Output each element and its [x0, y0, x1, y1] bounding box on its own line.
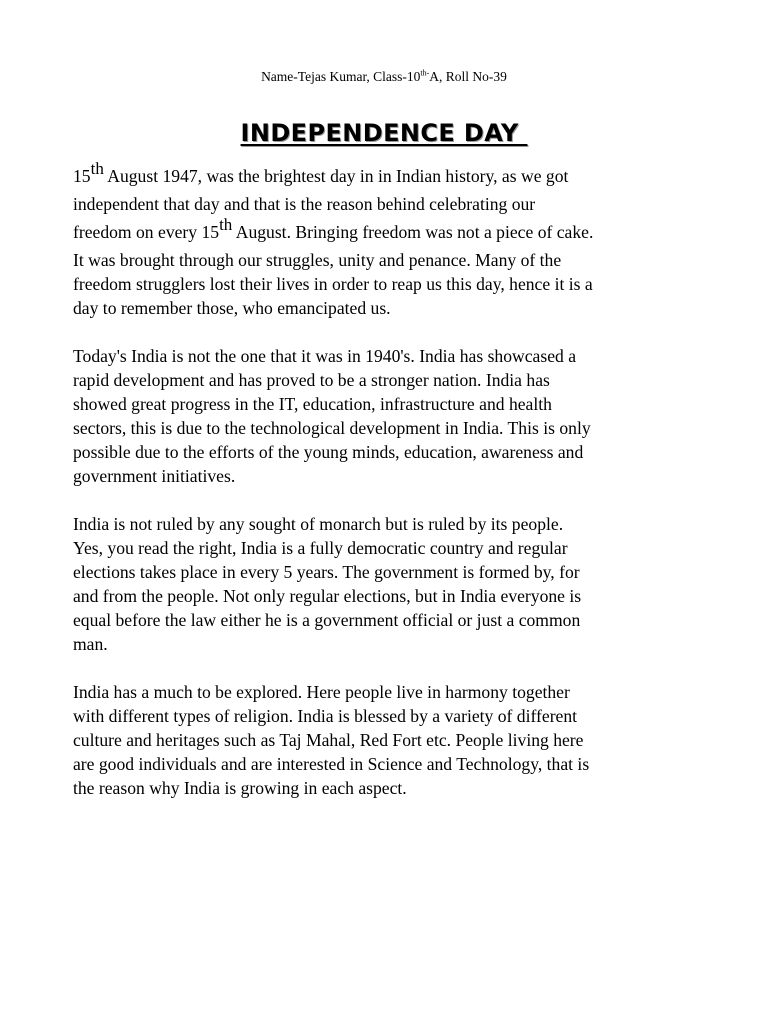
- student-info-header: [0, 68, 768, 86]
- header-superscript: th-: [420, 68, 430, 78]
- paragraph-line: rapid development and has proved to be a stronger nation. India has: [73, 370, 550, 390]
- paragraph-4: [73, 680, 703, 800]
- header-roll: A, Roll No-39: [429, 69, 507, 84]
- paragraph-line: culture and heritages such as Taj Mahal, Red Fort etc. People living here: [73, 730, 584, 750]
- paragraph-line: showed great progress in the IT, education, infrastructure and health: [73, 394, 552, 414]
- paragraph-2: [73, 344, 703, 488]
- header-name-class: Name-Tejas Kumar, Class-10: [261, 69, 421, 84]
- document-title: INDEPENDENCE DAY: [240, 119, 528, 147]
- paragraph-line: the reason why India is growing in each aspect.: [73, 778, 407, 798]
- paragraph-line: 15th August 1947, was the brightest day in in Indian history, as we got: [73, 159, 569, 186]
- superscript-th: th: [90, 159, 104, 178]
- paragraph-line: elections takes place in every 5 years. The government is formed by, for: [73, 562, 580, 582]
- paragraph-line: Today's India is not the one that it was in 1940's. India has showcased a: [73, 346, 577, 366]
- paragraph-line: man.: [73, 634, 108, 654]
- paragraph-line: government initiatives.: [73, 466, 236, 486]
- paragraph-line: Yes, you read the right, India is a fully democratic country and regular: [73, 538, 568, 558]
- paragraph-line: possible due to the efforts of the young minds, education, awareness and: [73, 442, 584, 462]
- superscript-th: th: [219, 215, 233, 234]
- paragraph-line: equal before the law either he is a government official or just a common: [73, 610, 581, 630]
- paragraph-line: sectors, this is due to the technological development in India. This is only: [73, 418, 591, 438]
- paragraph-line: India has a much to be explored. Here people live in harmony together: [73, 682, 570, 702]
- paragraph-line: freedom strugglers lost their lives in order to reap us this day, hence it is a: [73, 274, 593, 294]
- paragraph-line: and from the people. Not only regular elections, but in India everyone is: [73, 586, 582, 606]
- paragraph-line: independent that day and that is the reason behind celebrating our: [73, 194, 536, 214]
- essay-body: [73, 160, 703, 824]
- paragraph-line: with different types of religion. India is blessed by a variety of different: [73, 706, 578, 726]
- paragraph-line: India is not ruled by any sought of monarch but is ruled by its people.: [73, 514, 564, 534]
- paragraph-line: are good individuals and are interested in Science and Technology, that is: [73, 754, 590, 774]
- paragraph-line: freedom on every 15th August. Bringing freedom was not a piece of cake.: [73, 215, 594, 242]
- paragraph-3: [73, 512, 703, 656]
- paragraph-1: [73, 160, 703, 320]
- paragraph-line: It was brought through our struggles, unity and penance. Many of the: [73, 250, 562, 270]
- paragraph-line: day to remember those, who emancipated us.: [73, 298, 391, 318]
